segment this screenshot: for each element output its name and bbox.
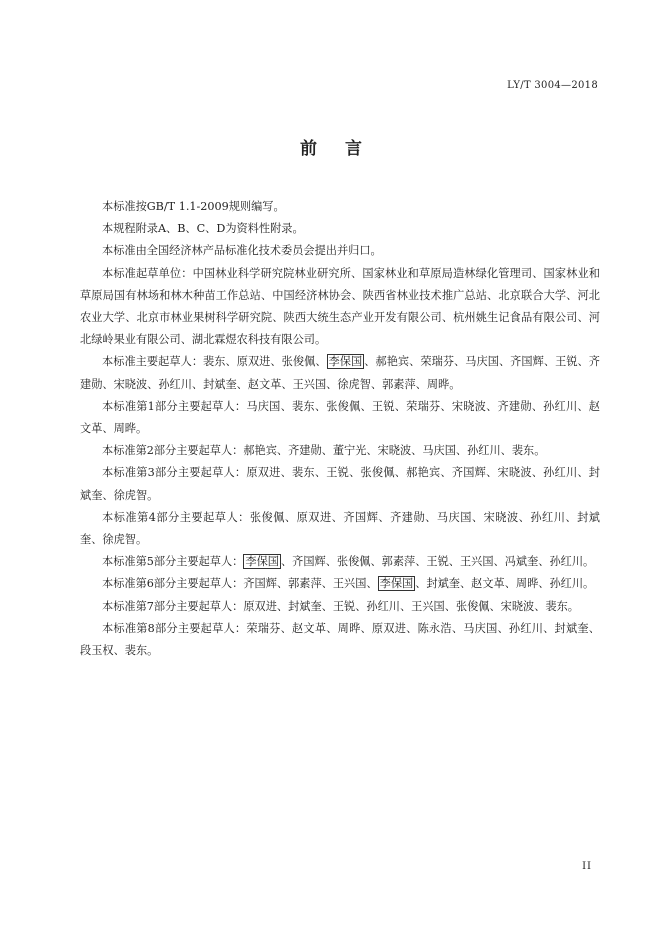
paragraph-part8-drafters: 本标准第8部分主要起草人：荣瑞芬、赵文革、周晔、原双进、陈永浩、马庆国、孙红川、封斌奎、段玉权、裴东。	[80, 621, 600, 658]
boxed-name: 李保国	[245, 555, 279, 569]
paragraph-proposer: 本标准由全国经济林产品标准化技术委员会提出并归口。	[102, 244, 382, 258]
paragraph-main-drafters	[80, 351, 600, 395]
text-segment: 本标准第5部分主要起草人：	[102, 555, 244, 569]
paragraph-part5-drafters	[80, 551, 600, 573]
page-title: 前言	[300, 139, 390, 159]
paragraph-part2-drafters: 本标准第2部分主要起草人：郝艳宾、齐建勋、董宁光、宋晓波、马庆国、孙红川、裴东。	[102, 444, 546, 458]
paragraph-drafting-units: 本标准起草单位：中国林业科学研究院林业研究所、国家林业和草原局造林绿化管理司、国家林业和草原局国有林场和林木种苗工作总站、中国经济林协会、陕西省林业技术推广总站、北京联合大学、河北农业大学、北京市林业果树科学研究院、陕西大统生态产业开发有限公司、杭州姚生记食品有限公司、河北绿岭果业有限公司、湖北霖煜农科技有限公司。	[80, 266, 600, 347]
text-segment: 、郝艳宾、荣瑞芬、马庆国、齐国辉、王锐、齐建勋、宋晓波、孙红川、封斌奎、赵文革、王兴国、徐虎智、郭素萍、周晔。	[80, 355, 600, 391]
page-number: II	[582, 861, 592, 872]
standard-code: LY/T 3004—2018	[507, 80, 598, 91]
paragraph-format-rule: 本标准按GB/T 1.1-2009规则编写。	[102, 200, 285, 213]
paragraph-part4-drafters: 本标准第4部分主要起草人：张俊佩、原双进、齐国辉、齐建勋、马庆国、宋晓波、孙红川、封斌奎、徐虎智。	[80, 510, 600, 547]
paragraph-part3-drafters: 本标准第3部分主要起草人：原双进、裴东、王锐、张俊佩、郝艳宾、齐国辉、宋晓波、孙红川、封斌奎、徐虎智。	[80, 466, 600, 502]
paragraph-part7-drafters: 本标准第7部分主要起草人：原双进、封斌奎、王锐、孙红川、王兴国、张俊佩、宋晓波、裴东。	[102, 599, 579, 613]
boxed-name: 李保国	[379, 577, 414, 591]
text-segment: 本标准第6部分主要起草人：齐国辉、郭素萍、王兴国、	[102, 577, 378, 591]
boxed-name: 李保国	[328, 355, 363, 369]
text-segment: 、齐国辉、张俊佩、郭素萍、王锐、王兴国、冯斌奎、孙红川。	[280, 555, 595, 569]
foreword-body	[80, 196, 600, 662]
text-segment: 、封斌奎、赵文革、周晔、孙红川。	[415, 577, 595, 591]
paragraph-part6-drafters	[80, 573, 600, 595]
paragraph-part1-drafters: 本标准第1部分主要起草人：马庆国、裴东、张俊佩、王锐、荣瑞芬、宋晓波、齐建勋、孙红川、赵文革、周晔。	[80, 399, 600, 436]
text-segment: 本标准主要起草人：裴东、原双进、张俊佩、	[102, 355, 327, 369]
paragraph-appendix-note: 本规程附录A、B、C、D为资料性附录。	[102, 222, 304, 236]
